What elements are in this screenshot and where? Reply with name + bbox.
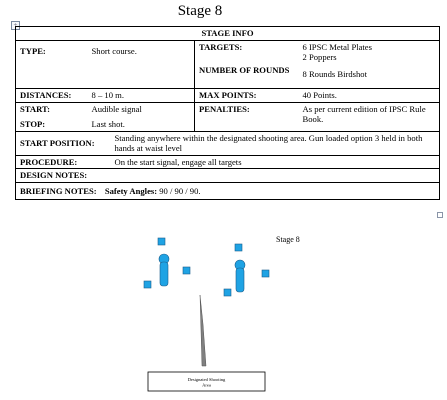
design-notes-label: DESIGN NOTES: bbox=[16, 169, 88, 183]
procedure-value: On the start signal, engage all targets bbox=[88, 155, 440, 169]
type-label: TYPE: bbox=[16, 40, 88, 64]
safety-angles-label: Safety Angles: bbox=[104, 185, 158, 196]
fault-line-barrier bbox=[200, 295, 206, 366]
rounds-value: 8 Rounds Birdshot bbox=[299, 64, 440, 89]
briefing-notes-label: BRIEFING NOTES: bbox=[20, 185, 97, 196]
distances-value: 8 – 10 m. bbox=[88, 89, 195, 103]
stage-info-header: STAGE INFO bbox=[16, 27, 440, 41]
penalties-value: As per current edition of IPSC Rule Book. bbox=[299, 102, 440, 131]
type-value: Short course. bbox=[88, 40, 195, 64]
metal-plate-1 bbox=[158, 238, 165, 245]
shooting-area-label-1: Designated Shooting bbox=[187, 377, 226, 382]
diagram-stage-label: Stage 8 bbox=[276, 235, 300, 244]
stop-label: STOP: bbox=[16, 115, 88, 131]
start-position-label: START POSITION: bbox=[16, 131, 88, 155]
shooting-area-label-2: Area bbox=[202, 382, 211, 388]
max-points-value: 40 Points. bbox=[299, 89, 440, 103]
metal-plate-3 bbox=[144, 281, 151, 288]
stage-diagram bbox=[0, 228, 447, 400]
safety-angles-value: 90 / 90 / 90. bbox=[159, 185, 201, 196]
stage-info-table bbox=[15, 26, 440, 200]
popper-right bbox=[235, 260, 245, 292]
procedure-label: PROCEDURE: bbox=[16, 155, 88, 169]
start-value: Audible signal bbox=[88, 102, 195, 115]
start-label: START: bbox=[16, 102, 88, 115]
page-title: Stage 8 bbox=[177, 3, 223, 19]
start-position-value: Standing anywhere within the designated shooting area. Gun loaded option 3 held in both hands at waist level bbox=[88, 131, 440, 155]
metal-plate-5 bbox=[262, 270, 269, 277]
metal-plate-4 bbox=[235, 244, 242, 251]
distances-label: DISTANCES: bbox=[16, 89, 88, 103]
stop-value: Last shot. bbox=[88, 115, 195, 131]
table-resize-handle-icon[interactable] bbox=[437, 212, 443, 218]
targets-value-poppers: 2 Poppers bbox=[302, 52, 337, 62]
max-points-label: MAX POINTS: bbox=[195, 89, 299, 103]
briefing-notes-row bbox=[16, 182, 440, 200]
table-move-handle-icon[interactable]: + bbox=[11, 21, 20, 30]
popper-left bbox=[159, 254, 169, 286]
metal-plate-6 bbox=[224, 289, 231, 296]
targets-value-plates: 6 IPSC Metal Plates bbox=[302, 41, 372, 52]
rounds-label: NUMBER OF ROUNDS bbox=[195, 64, 299, 89]
design-notes-value bbox=[88, 169, 440, 183]
targets-value bbox=[299, 40, 440, 64]
targets-label: TARGETS: bbox=[195, 40, 299, 64]
metal-plate-2 bbox=[183, 267, 190, 274]
penalties-label: PENALTIES: bbox=[195, 102, 299, 131]
